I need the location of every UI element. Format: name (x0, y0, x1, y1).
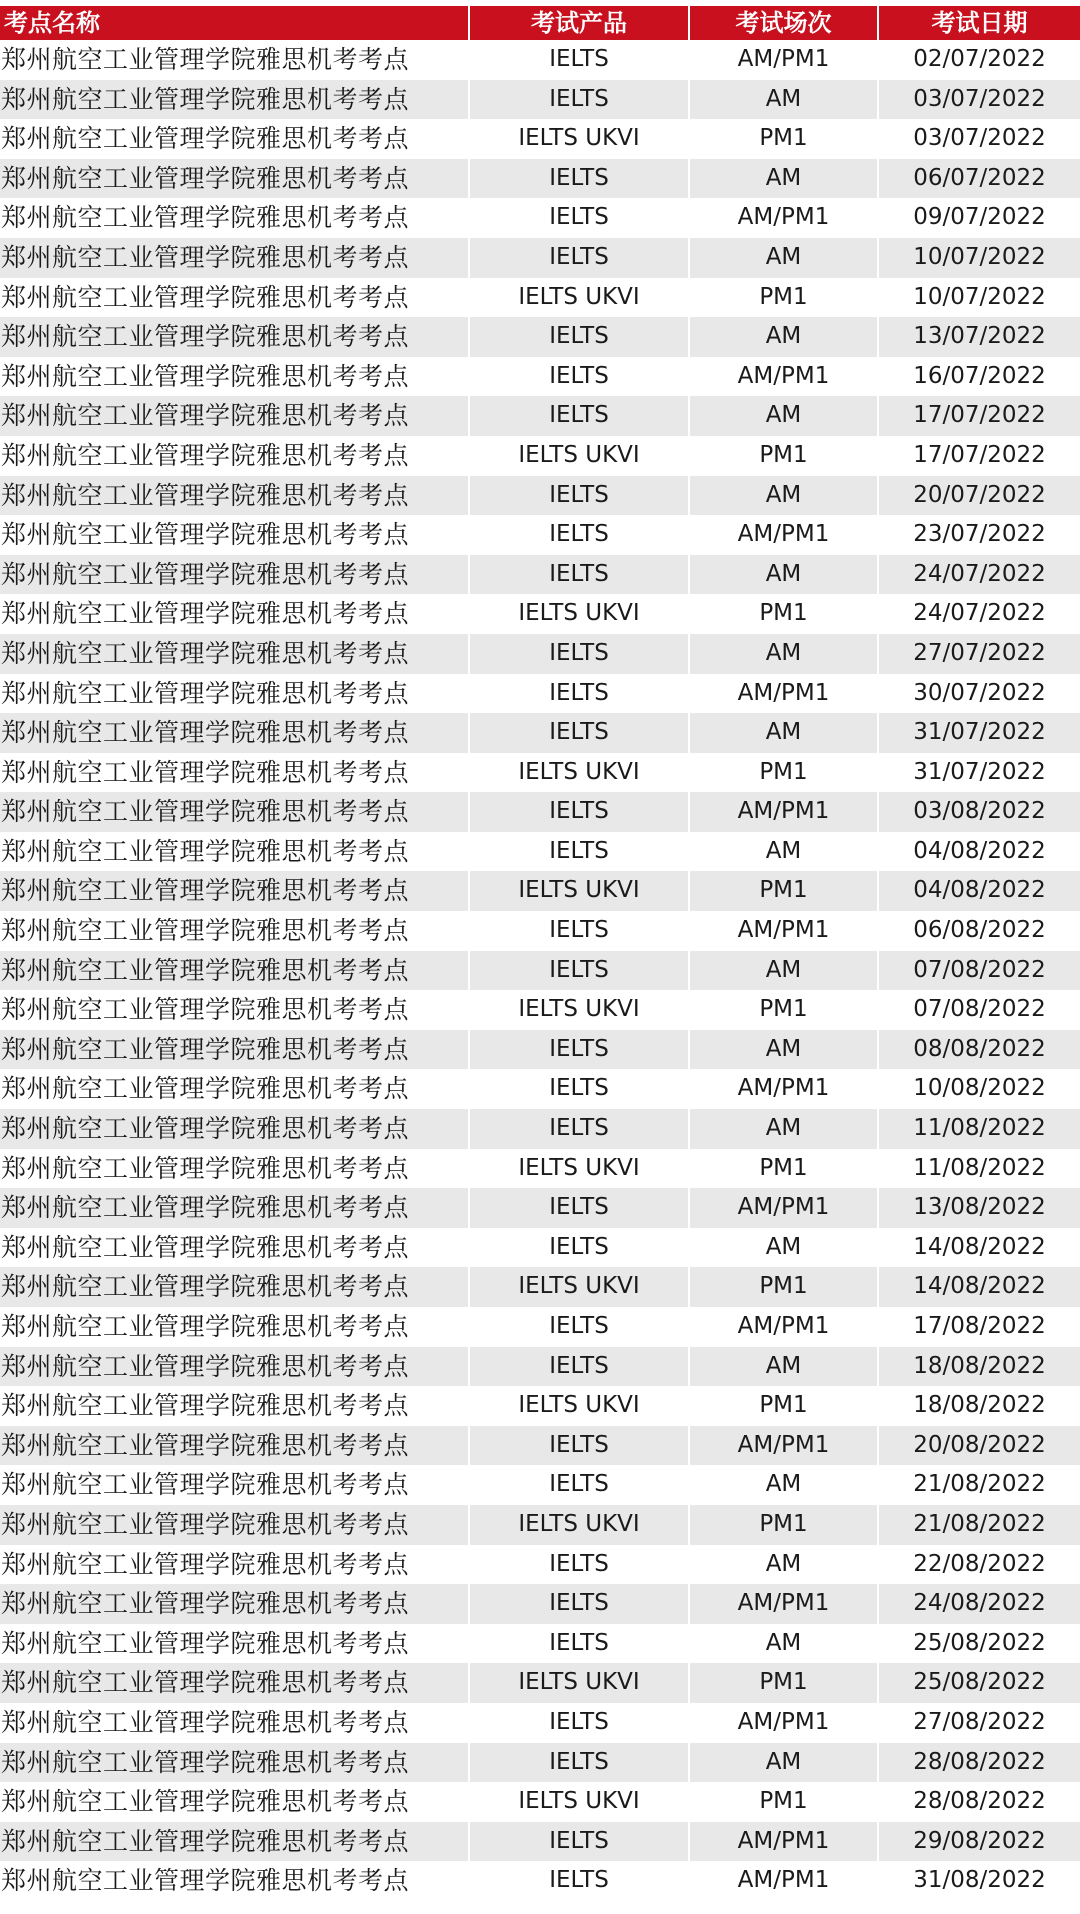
cell-test-center: 郑州航空工业管理学院雅思机考考点 (0, 1030, 469, 1070)
cell-test-product: IELTS (469, 317, 689, 357)
cell-test-date: 31/08/2022 (878, 1861, 1080, 1901)
cell-test-session: AM/PM1 (689, 198, 878, 238)
cell-test-date: 10/07/2022 (878, 238, 1080, 278)
cell-test-product: IELTS (469, 1624, 689, 1664)
table-row (0, 238, 1080, 278)
cell-test-center: 郑州航空工业管理学院雅思机考考点 (0, 1822, 469, 1862)
cell-test-date: 06/07/2022 (878, 159, 1080, 199)
cell-test-session: AM/PM1 (689, 1703, 878, 1743)
cell-test-date: 04/08/2022 (878, 832, 1080, 872)
cell-test-center: 郑州航空工业管理学院雅思机考考点 (0, 713, 469, 753)
cell-test-session: AM/PM1 (689, 1069, 878, 1109)
cell-test-product: IELTS (469, 357, 689, 397)
cell-test-session: AM (689, 238, 878, 278)
cell-test-session: AM (689, 1228, 878, 1268)
cell-test-center: 郑州航空工业管理学院雅思机考考点 (0, 753, 469, 793)
cell-test-date: 27/08/2022 (878, 1703, 1080, 1743)
table-row (0, 555, 1080, 595)
cell-test-session: AM/PM1 (689, 792, 878, 832)
header-test-center: 考点名称 (0, 6, 469, 40)
table-row (0, 357, 1080, 397)
header-test-date: 考试日期 (878, 6, 1080, 40)
cell-test-date: 02/07/2022 (878, 40, 1080, 80)
cell-test-session: PM1 (689, 871, 878, 911)
cell-test-session: PM1 (689, 1782, 878, 1822)
table-row (0, 1426, 1080, 1466)
cell-test-center: 郑州航空工业管理学院雅思机考考点 (0, 871, 469, 911)
table-row (0, 1743, 1080, 1783)
cell-test-center: 郑州航空工业管理学院雅思机考考点 (0, 396, 469, 436)
cell-test-session: AM (689, 476, 878, 516)
cell-test-date: 24/07/2022 (878, 594, 1080, 634)
cell-test-date: 24/07/2022 (878, 555, 1080, 595)
table-row (0, 753, 1080, 793)
cell-test-session: PM1 (689, 753, 878, 793)
cell-test-product: IELTS (469, 713, 689, 753)
cell-test-product: IELTS UKVI (469, 278, 689, 318)
header-test-session: 考试场次 (689, 6, 878, 40)
table-row (0, 911, 1080, 951)
cell-test-product: IELTS (469, 1188, 689, 1228)
cell-test-product: IELTS (469, 1307, 689, 1347)
cell-test-date: 11/08/2022 (878, 1149, 1080, 1189)
cell-test-center: 郑州航空工业管理学院雅思机考考点 (0, 990, 469, 1030)
cell-test-date: 20/08/2022 (878, 1426, 1080, 1466)
cell-test-product: IELTS (469, 1822, 689, 1862)
cell-test-center: 郑州航空工业管理学院雅思机考考点 (0, 1861, 469, 1901)
cell-test-date: 03/07/2022 (878, 80, 1080, 120)
cell-test-date: 29/08/2022 (878, 1822, 1080, 1862)
cell-test-date: 24/08/2022 (878, 1584, 1080, 1624)
cell-test-date: 09/07/2022 (878, 198, 1080, 238)
cell-test-center: 郑州航空工业管理学院雅思机考考点 (0, 1703, 469, 1743)
cell-test-session: PM1 (689, 436, 878, 476)
cell-test-center: 郑州航空工业管理学院雅思机考考点 (0, 119, 469, 159)
table-row (0, 1782, 1080, 1822)
cell-test-session: AM/PM1 (689, 40, 878, 80)
table-row (0, 1386, 1080, 1426)
table-row (0, 119, 1080, 159)
table-row (0, 40, 1080, 80)
cell-test-center: 郑州航空工业管理学院雅思机考考点 (0, 278, 469, 318)
cell-test-date: 17/08/2022 (878, 1307, 1080, 1347)
cell-test-session: AM/PM1 (689, 515, 878, 555)
cell-test-session: AM (689, 1347, 878, 1387)
cell-test-session: AM/PM1 (689, 1861, 878, 1901)
cell-test-product: IELTS (469, 1228, 689, 1268)
table-row (0, 713, 1080, 753)
table-row (0, 594, 1080, 634)
cell-test-product: IELTS (469, 951, 689, 991)
cell-test-center: 郑州航空工业管理学院雅思机考考点 (0, 1743, 469, 1783)
cell-test-session: AM/PM1 (689, 357, 878, 397)
cell-test-product: IELTS (469, 832, 689, 872)
cell-test-session: PM1 (689, 594, 878, 634)
cell-test-product: IELTS (469, 80, 689, 120)
cell-test-date: 28/08/2022 (878, 1782, 1080, 1822)
cell-test-session: PM1 (689, 1386, 878, 1426)
cell-test-session: AM (689, 1624, 878, 1664)
cell-test-date: 04/08/2022 (878, 871, 1080, 911)
table-row (0, 476, 1080, 516)
cell-test-product: IELTS (469, 396, 689, 436)
cell-test-product: IELTS (469, 1743, 689, 1783)
cell-test-date: 21/08/2022 (878, 1505, 1080, 1545)
cell-test-center: 郑州航空工业管理学院雅思机考考点 (0, 594, 469, 634)
header-row (0, 6, 1080, 40)
table-header (0, 6, 1080, 40)
cell-test-date: 31/07/2022 (878, 713, 1080, 753)
cell-test-product: IELTS UKVI (469, 436, 689, 476)
cell-test-session: AM (689, 713, 878, 753)
cell-test-center: 郑州航空工业管理学院雅思机考考点 (0, 1465, 469, 1505)
table-row (0, 1465, 1080, 1505)
cell-test-date: 13/08/2022 (878, 1188, 1080, 1228)
cell-test-center: 郑州航空工业管理学院雅思机考考点 (0, 476, 469, 516)
cell-test-center: 郑州航空工业管理学院雅思机考考点 (0, 1307, 469, 1347)
cell-test-product: IELTS (469, 238, 689, 278)
cell-test-date: 08/08/2022 (878, 1030, 1080, 1070)
cell-test-product: IELTS (469, 1545, 689, 1585)
cell-test-center: 郑州航空工业管理学院雅思机考考点 (0, 1109, 469, 1149)
cell-test-product: IELTS UKVI (469, 594, 689, 634)
table-row (0, 1069, 1080, 1109)
cell-test-product: IELTS (469, 515, 689, 555)
cell-test-product: IELTS (469, 634, 689, 674)
cell-test-date: 23/07/2022 (878, 515, 1080, 555)
cell-test-center: 郑州航空工业管理学院雅思机考考点 (0, 792, 469, 832)
cell-test-center: 郑州航空工业管理学院雅思机考考点 (0, 1267, 469, 1307)
cell-test-center: 郑州航空工业管理学院雅思机考考点 (0, 1228, 469, 1268)
table-body (0, 40, 1080, 1901)
table-row (0, 80, 1080, 120)
cell-test-center: 郑州航空工业管理学院雅思机考考点 (0, 832, 469, 872)
cell-test-date: 31/07/2022 (878, 753, 1080, 793)
cell-test-date: 03/08/2022 (878, 792, 1080, 832)
table-row (0, 515, 1080, 555)
cell-test-session: PM1 (689, 1267, 878, 1307)
cell-test-center: 郑州航空工业管理学院雅思机考考点 (0, 1782, 469, 1822)
cell-test-date: 20/07/2022 (878, 476, 1080, 516)
cell-test-center: 郑州航空工业管理学院雅思机考考点 (0, 317, 469, 357)
cell-test-session: AM (689, 555, 878, 595)
cell-test-product: IELTS UKVI (469, 1782, 689, 1822)
cell-test-center: 郑州航空工业管理学院雅思机考考点 (0, 555, 469, 595)
cell-test-session: AM (689, 1545, 878, 1585)
cell-test-session: AM (689, 317, 878, 357)
cell-test-product: IELTS (469, 159, 689, 199)
cell-test-date: 11/08/2022 (878, 1109, 1080, 1149)
table-row (0, 871, 1080, 911)
cell-test-center: 郑州航空工业管理学院雅思机考考点 (0, 40, 469, 80)
cell-test-date: 03/07/2022 (878, 119, 1080, 159)
exam-schedule-table (0, 6, 1080, 1901)
table-row (0, 1149, 1080, 1189)
cell-test-date: 10/07/2022 (878, 278, 1080, 318)
cell-test-session: AM (689, 634, 878, 674)
cell-test-session: PM1 (689, 278, 878, 318)
cell-test-product: IELTS (469, 1069, 689, 1109)
table-row (0, 198, 1080, 238)
table-row (0, 990, 1080, 1030)
cell-test-center: 郑州航空工业管理学院雅思机考考点 (0, 436, 469, 476)
table-row (0, 1307, 1080, 1347)
cell-test-product: IELTS UKVI (469, 1267, 689, 1307)
cell-test-product: IELTS UKVI (469, 119, 689, 159)
table-row (0, 792, 1080, 832)
cell-test-date: 21/08/2022 (878, 1465, 1080, 1505)
cell-test-center: 郑州航空工业管理学院雅思机考考点 (0, 1188, 469, 1228)
cell-test-center: 郑州航空工业管理学院雅思机考考点 (0, 1584, 469, 1624)
cell-test-product: IELTS UKVI (469, 1663, 689, 1703)
cell-test-product: IELTS (469, 1030, 689, 1070)
cell-test-date: 18/08/2022 (878, 1347, 1080, 1387)
cell-test-session: AM/PM1 (689, 1822, 878, 1862)
cell-test-center: 郑州航空工业管理学院雅思机考考点 (0, 515, 469, 555)
table-row (0, 1822, 1080, 1862)
cell-test-product: IELTS (469, 198, 689, 238)
cell-test-session: AM (689, 1109, 878, 1149)
cell-test-center: 郑州航空工业管理学院雅思机考考点 (0, 198, 469, 238)
cell-test-date: 25/08/2022 (878, 1624, 1080, 1664)
cell-test-session: AM (689, 80, 878, 120)
cell-test-session: AM/PM1 (689, 1307, 878, 1347)
cell-test-session: PM1 (689, 1663, 878, 1703)
cell-test-product: IELTS (469, 1861, 689, 1901)
cell-test-date: 27/07/2022 (878, 634, 1080, 674)
cell-test-date: 16/07/2022 (878, 357, 1080, 397)
cell-test-product: IELTS (469, 911, 689, 951)
cell-test-product: IELTS (469, 674, 689, 714)
cell-test-product: IELTS UKVI (469, 1149, 689, 1189)
table-row (0, 1188, 1080, 1228)
cell-test-product: IELTS UKVI (469, 990, 689, 1030)
table-row (0, 1109, 1080, 1149)
cell-test-center: 郑州航空工业管理学院雅思机考考点 (0, 159, 469, 199)
table-row (0, 1861, 1080, 1901)
table-row (0, 1703, 1080, 1743)
cell-test-center: 郑州航空工业管理学院雅思机考考点 (0, 1624, 469, 1664)
table-row (0, 1030, 1080, 1070)
cell-test-date: 13/07/2022 (878, 317, 1080, 357)
cell-test-date: 07/08/2022 (878, 990, 1080, 1030)
cell-test-session: AM (689, 1743, 878, 1783)
cell-test-session: PM1 (689, 1149, 878, 1189)
cell-test-center: 郑州航空工业管理学院雅思机考考点 (0, 1663, 469, 1703)
cell-test-date: 07/08/2022 (878, 951, 1080, 991)
cell-test-date: 30/07/2022 (878, 674, 1080, 714)
cell-test-date: 18/08/2022 (878, 1386, 1080, 1426)
cell-test-product: IELTS (469, 40, 689, 80)
cell-test-product: IELTS (469, 1465, 689, 1505)
cell-test-date: 06/08/2022 (878, 911, 1080, 951)
cell-test-product: IELTS UKVI (469, 753, 689, 793)
cell-test-product: IELTS UKVI (469, 1505, 689, 1545)
cell-test-date: 17/07/2022 (878, 396, 1080, 436)
cell-test-product: IELTS (469, 1703, 689, 1743)
table-row (0, 1505, 1080, 1545)
cell-test-center: 郑州航空工业管理学院雅思机考考点 (0, 1545, 469, 1585)
cell-test-session: AM/PM1 (689, 1426, 878, 1466)
cell-test-center: 郑州航空工业管理学院雅思机考考点 (0, 911, 469, 951)
cell-test-date: 28/08/2022 (878, 1743, 1080, 1783)
cell-test-product: IELTS (469, 1426, 689, 1466)
cell-test-session: AM (689, 832, 878, 872)
cell-test-center: 郑州航空工业管理学院雅思机考考点 (0, 80, 469, 120)
table-row (0, 1545, 1080, 1585)
cell-test-date: 10/08/2022 (878, 1069, 1080, 1109)
cell-test-date: 14/08/2022 (878, 1228, 1080, 1268)
table-row (0, 1584, 1080, 1624)
table-row (0, 1228, 1080, 1268)
cell-test-product: IELTS (469, 555, 689, 595)
cell-test-session: AM/PM1 (689, 911, 878, 951)
cell-test-center: 郑州航空工业管理学院雅思机考考点 (0, 634, 469, 674)
cell-test-product: IELTS (469, 1584, 689, 1624)
cell-test-session: PM1 (689, 990, 878, 1030)
table-row (0, 832, 1080, 872)
cell-test-center: 郑州航空工业管理学院雅思机考考点 (0, 1505, 469, 1545)
cell-test-session: AM (689, 159, 878, 199)
cell-test-center: 郑州航空工业管理学院雅思机考考点 (0, 674, 469, 714)
cell-test-date: 14/08/2022 (878, 1267, 1080, 1307)
table-row (0, 674, 1080, 714)
cell-test-product: IELTS UKVI (469, 871, 689, 911)
table-row (0, 634, 1080, 674)
cell-test-center: 郑州航空工业管理学院雅思机考考点 (0, 1386, 469, 1426)
cell-test-center: 郑州航空工业管理学院雅思机考考点 (0, 1149, 469, 1189)
table-row (0, 278, 1080, 318)
cell-test-session: AM (689, 396, 878, 436)
cell-test-product: IELTS UKVI (469, 1386, 689, 1426)
cell-test-session: PM1 (689, 1505, 878, 1545)
table-row (0, 1267, 1080, 1307)
cell-test-center: 郑州航空工业管理学院雅思机考考点 (0, 357, 469, 397)
cell-test-date: 17/07/2022 (878, 436, 1080, 476)
cell-test-session: AM/PM1 (689, 1188, 878, 1228)
table-row (0, 436, 1080, 476)
cell-test-product: IELTS (469, 792, 689, 832)
cell-test-date: 25/08/2022 (878, 1663, 1080, 1703)
table-row (0, 951, 1080, 991)
cell-test-center: 郑州航空工业管理学院雅思机考考点 (0, 951, 469, 991)
cell-test-date: 22/08/2022 (878, 1545, 1080, 1585)
table-row (0, 1347, 1080, 1387)
cell-test-product: IELTS (469, 1347, 689, 1387)
cell-test-product: IELTS (469, 1109, 689, 1149)
table-row (0, 159, 1080, 199)
cell-test-session: AM (689, 1465, 878, 1505)
table-row (0, 1624, 1080, 1664)
cell-test-center: 郑州航空工业管理学院雅思机考考点 (0, 238, 469, 278)
cell-test-center: 郑州航空工业管理学院雅思机考考点 (0, 1426, 469, 1466)
table-row (0, 396, 1080, 436)
cell-test-session: AM (689, 951, 878, 991)
table-row (0, 1663, 1080, 1703)
cell-test-session: AM (689, 1030, 878, 1070)
cell-test-product: IELTS (469, 476, 689, 516)
cell-test-session: AM/PM1 (689, 1584, 878, 1624)
cell-test-session: AM/PM1 (689, 674, 878, 714)
cell-test-session: PM1 (689, 119, 878, 159)
table-row (0, 317, 1080, 357)
header-test-product: 考试产品 (469, 6, 689, 40)
cell-test-center: 郑州航空工业管理学院雅思机考考点 (0, 1069, 469, 1109)
cell-test-center: 郑州航空工业管理学院雅思机考考点 (0, 1347, 469, 1387)
